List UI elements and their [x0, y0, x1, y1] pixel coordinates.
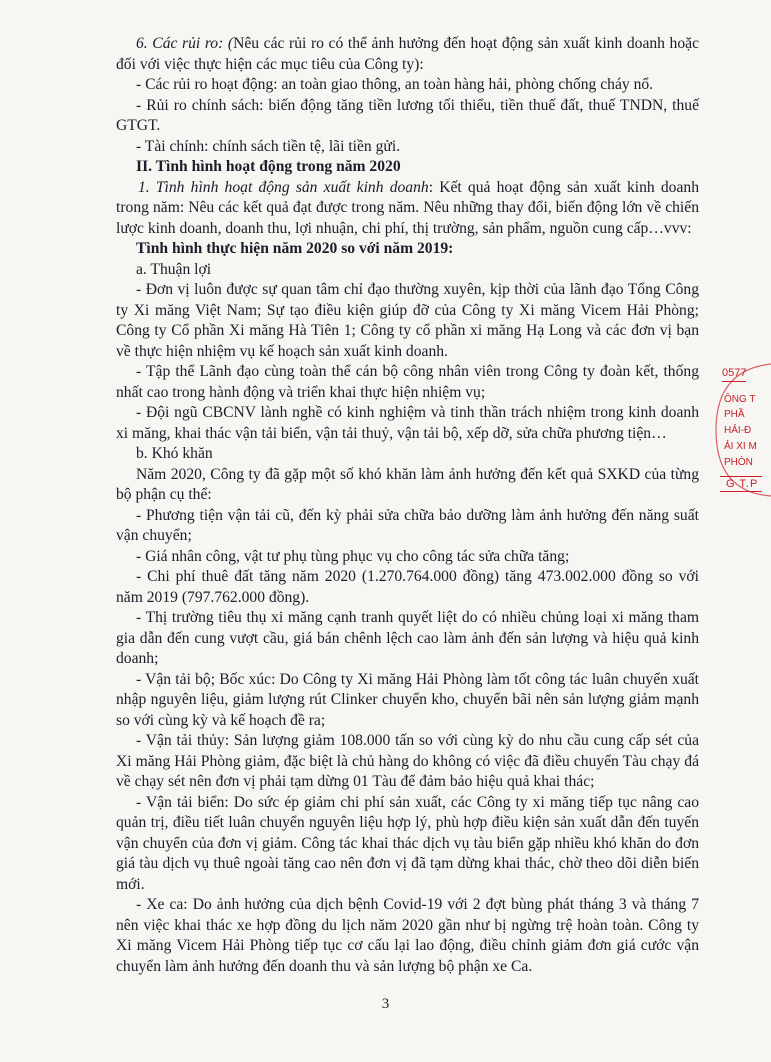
paragraph: - Vận tải thủy: Sản lượng giảm 108.000 tấn so với cùng kỳ do nhu cầu cung cấp sét của Xi măng Hải Phòng giảm, đặc biệt là chủ hàng do không có việc đã điều chuyển Tàu chạy đá về chạy sét nên đơn vị phải tạm dừng 01 Tàu để đảm bảo hiệu quả khai thác; — [116, 732, 699, 790]
company-seal-fragment — [714, 360, 771, 500]
seal-text-line: PHẦ — [724, 409, 745, 420]
section-heading: II. Tình hình hoạt động trong năm 2020 — [136, 158, 401, 175]
seal-footer: G T.P — [720, 476, 762, 492]
risks-text: Nêu các rủi ro có thể ảnh hưởng đến hoạt động sản xuất kinh doanh hoặc đối với việc thực hiện các mục tiêu của Công ty): — [116, 35, 699, 73]
page-number: 3 — [381, 996, 390, 1012]
paragraph: - Đội ngũ CBCNV lành nghề có kinh nghiệm và tinh thần trách nhiệm trong kinh doanh xi măng, khai thác vận tải biển, vận tải thuỷ, vận tải bộ, xếp dỡ, sửa chữa phương tiện… — [116, 404, 699, 442]
paragraph: - Phương tiện vận tải cũ, đến kỳ phải sửa chữa bảo dưỡng làm ảnh hưởng đến năng suất vận chuyển; — [116, 506, 699, 544]
paragraph: b. Khó khăn — [136, 445, 213, 462]
document-body — [116, 34, 699, 977]
business-results-text: : Kết quả hoạt động sản xuất kinh doanh trong năm: Nêu các kết quả đạt được trong năm. Nêu những thay đổi, biến động lớn về chiến lược kinh doanh, doanh thu, lợi nhuận, chi phí, thị trường, sản phẩm, nguồn cung cấp…vvv: — [116, 178, 699, 237]
paragraph: - Tập thể Lãnh đạo cùng toàn thể cán bộ công nhân viên trong Công ty đoàn kết, thống nhất cao trong hành động và triển khai thực hiện nhiệm vụ; — [116, 363, 699, 401]
business-results-paragraph — [116, 178, 699, 240]
paragraph: - Vận tải biển: Do sức ép giảm chi phí sản xuất, các Công ty xi măng tiếp tục nâng cao quản trị, điều tiết luân chuyển nguyên liệu hợp lý, phù hợp điều kiện sản xuất dẫn đến tuyến vận chuyển của đơn vị giảm. Công tác khai thác dịch vụ tàu biển gặp nhiều khó khăn do đơn giá tàu dịch vụ thuê ngoài tăng cao nên đơn vị đã tạm dừng khai thác, chờ theo dõi diễn biến mới. — [116, 793, 699, 893]
paragraph: - Vận tải bộ; Bốc xúc: Do Công ty Xi măng Hải Phòng làm tốt công tác luân chuyển xuất nhập nguyên liệu, giảm lượng rút Clinker chuyển kho, chuyển bãi nên sản lượng giảm mạnh so với cùng kỳ và kế hoạch đề ra; — [116, 670, 699, 729]
seal-number: 0577 — [722, 368, 746, 382]
paragraph: - Các rủi ro hoạt động: an toàn giao thông, an toàn hàng hải, phòng chống cháy nổ. — [136, 76, 654, 93]
seal-text-line: HẢI-Đ — [724, 425, 752, 436]
seal-text-line: ẢI XI M — [724, 441, 757, 452]
business-results-lead: 1. Tình hình hoạt động sản xuất kinh doanh — [138, 178, 429, 196]
seal-arc-icon — [714, 360, 771, 500]
paragraph: - Giá nhân công, vật tư phụ tùng phục vụ cho công tác sửa chữa tăng; — [136, 547, 570, 565]
paragraph: - Đơn vị luôn được sự quan tâm chỉ đạo thường xuyên, kịp thời của lãnh đạo Tổng Công ty Xi măng Việt Nam; Sự tạo điều kiện giúp đỡ của Công ty Xi măng Vicem Hải Phòng; Công ty Cổ phần Xi măng Hà Tiên 1; Công ty cổ phần xi măng Hạ Long và các đơn vị bạn về thực hiện nhiệm vụ kế hoạch sản xuất kinh doanh. — [116, 281, 699, 360]
seal-text-line: ÔNG T — [724, 394, 756, 405]
risks-heading-paragraph — [116, 34, 699, 75]
seal-text-line: PHÒN — [724, 457, 753, 468]
paragraph: - Tài chính: chính sách tiền tệ, lãi tiền gửi. — [136, 137, 401, 155]
risks-lead: 6. Các rủi ro: ( — [136, 35, 234, 52]
paragraph: a. Thuận lợi — [136, 260, 212, 278]
paragraph: - Chi phí thuê đất tăng năm 2020 (1.270.764.000 đồng) tăng 473.002.000 đồng so với năm 2019 (797.762.000 đồng). — [116, 568, 699, 606]
subsection-heading: Tình hình thực hiện năm 2020 so với năm 2019: — [136, 240, 454, 257]
paragraph: Năm 2020, Công ty đã gặp một số khó khăn làm ảnh hưởng đến kết quả SXKD của từng bộ phận cụ thể: — [116, 465, 699, 503]
paragraph: - Rủi ro chính sách: biến động tăng tiền lương tối thiểu, tiền thuế đất, thuế TNDN, thuế GTGT. — [116, 96, 699, 134]
paragraph: - Thị trường tiêu thụ xi măng cạnh tranh quyết liệt do có nhiều chủng loại xi măng tham gia dẫn đến cung vượt cầu, giá bán chênh lệch cao làm ảnh đến sản lượng và hiệu quả kinh doanh; — [116, 609, 699, 667]
paragraph: - Xe ca: Do ảnh hưởng của dịch bệnh Covid-19 với 2 đợt bùng phát tháng 3 và tháng 7 nên việc khai thác xe hợp đồng du lịch năm 2020 gần như bị ngừng trệ hoàn toàn. Công ty Xi măng Vicem Hải Phòng tiếp tục cơ cấu lại lao động, điều chỉnh giảm đơn giá cước vận chuyển làm ảnh hưởng đến doanh thu và sản lượng bộ phận xe Ca. — [116, 896, 699, 975]
